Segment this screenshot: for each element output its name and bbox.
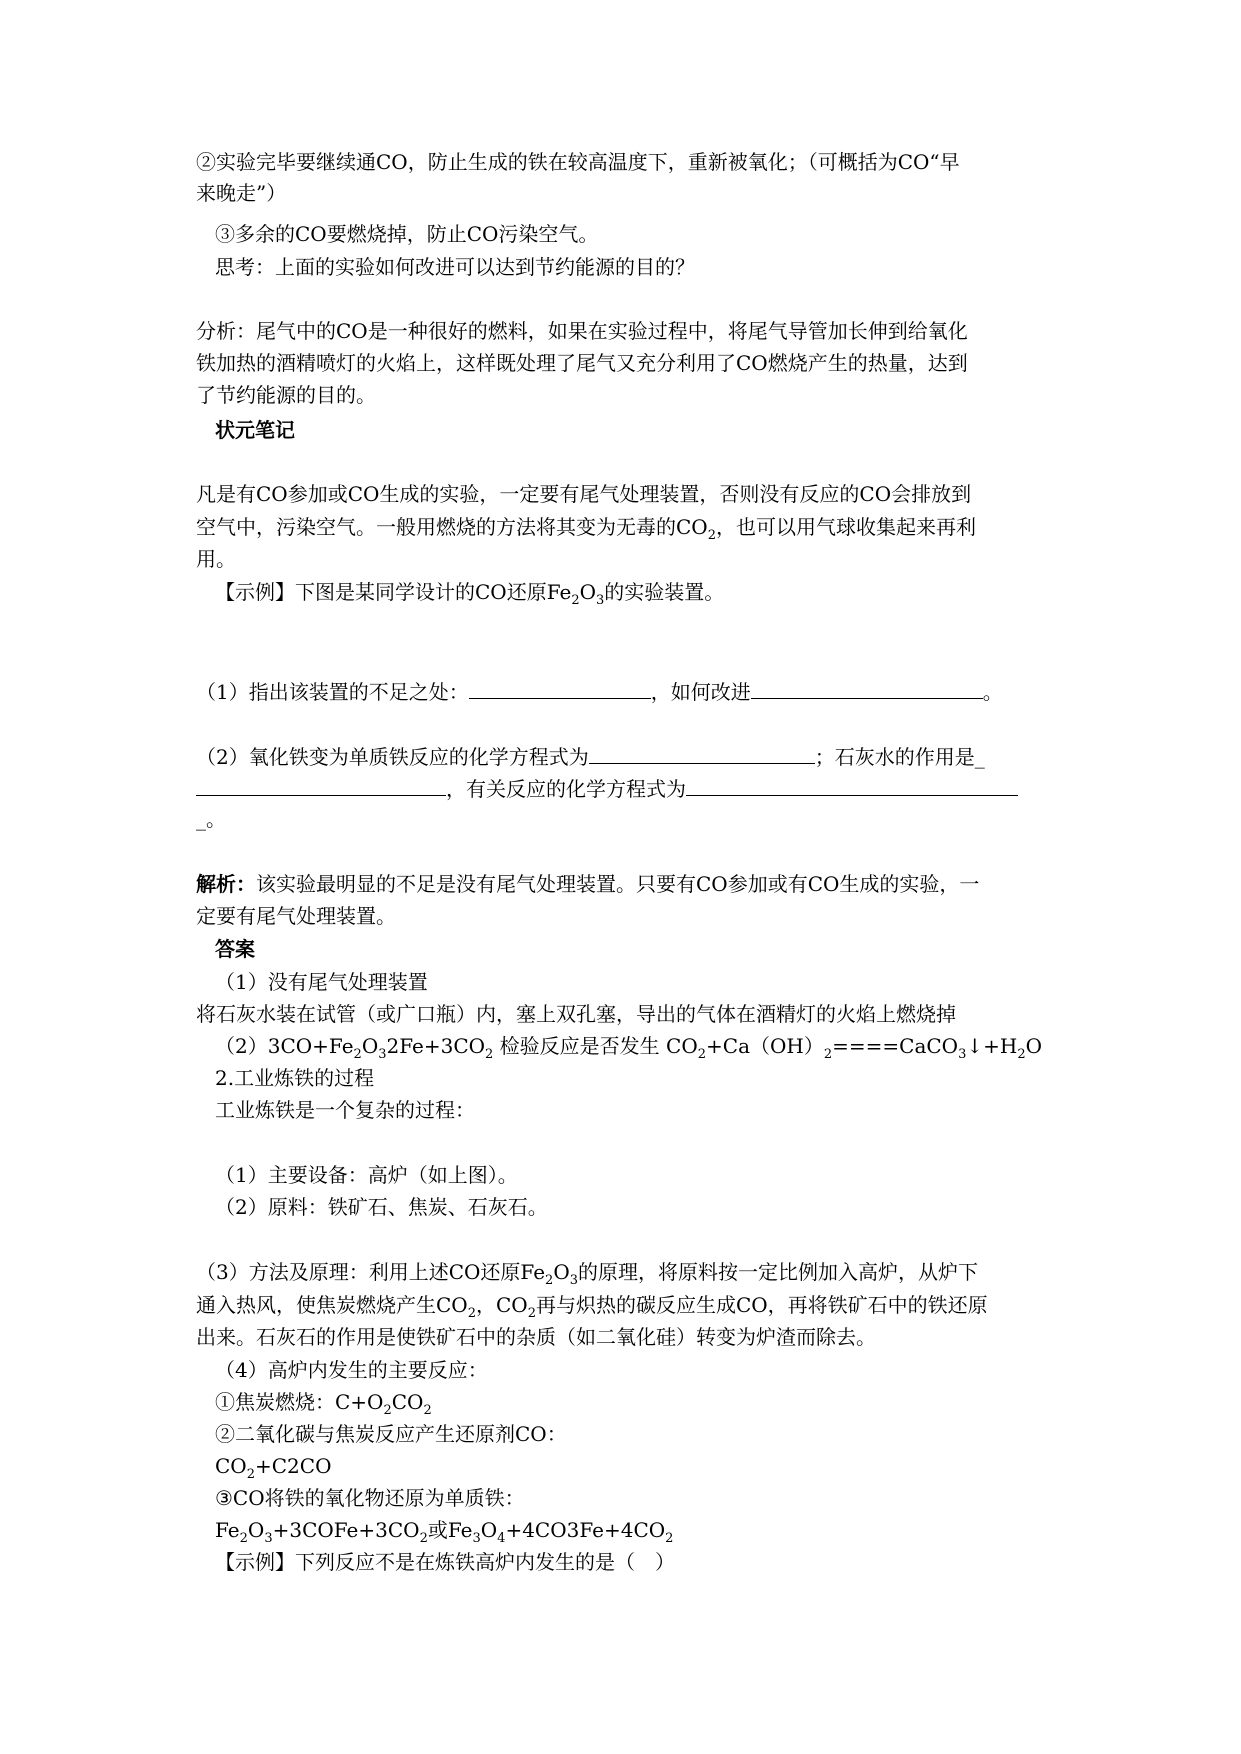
text-line: 通入热风，使焦炭燃烧产生$CO_2$，$CO_2$再与炽热的碳反应生成CO，再将铁矿石中的铁还原 (196, 1293, 988, 1321)
section-heading: 2.工业炼铁的过程 (215, 1066, 375, 1090)
text-line: 来晚走”） (196, 181, 287, 205)
answer-blank[interactable] (469, 678, 651, 699)
text-line: （3）方法及原理：利用上述CO还原$Fe_2O_3$的原理，将原料按一定比例加入高炉，从炉下 (196, 1260, 979, 1288)
note-line: 用。 (196, 547, 236, 571)
answer-line: $(2)3CO+Fe_2O_32Fe+3CO_2$ 检验反应是否发生 $CO_2+Ca(OH)_2====CaCO_3↓+H_2O$ (215, 1034, 1043, 1062)
answer-line: （1）没有尾气处理装置 (215, 970, 428, 994)
analysis-line: 了节约能源的目的。 (196, 383, 376, 407)
text-line: ②实验完毕要继续通CO，防止生成的铁在较高温度下，重新被氧化；（可概括为CO“早 (196, 150, 960, 174)
question-2: （2）氧化铁变为单质铁反应的化学方程式为 ；石灰水的作用是_ (196, 745, 985, 769)
text-line: （2）原料：铁矿石、焦炭、石灰石。 (215, 1195, 548, 1219)
text-line: （1）主要设备：高炉（如上图）。 (215, 1163, 518, 1187)
analysis-line: 铁加热的酒精喷灯的火焰上，这样既处理了尾气又充分利用了CO燃烧产生的热量，达到 (196, 351, 968, 375)
text-line: 工业炼铁是一个复杂的过程： (215, 1098, 475, 1122)
example-line: 【示例】下图是某同学设计的CO还原$Fe_2O_3$的实验装置。 (215, 580, 725, 608)
reaction-line: $CO_2+C2CO$ (215, 1454, 332, 1482)
answer-blank[interactable] (589, 743, 815, 764)
answer-blank[interactable] (686, 775, 1018, 796)
note-line: 凡是有CO参加或CO生成的实验，一定要有尾气处理装置，否则没有反应的CO会排放到 (196, 482, 972, 506)
answer-blank[interactable] (196, 775, 446, 796)
explanation-line: 解析：该实验最明显的不足是没有尾气处理装置。只要有CO参加或有CO生成的实验，一 (196, 872, 980, 896)
note-line: 空气中，污染空气。一般用燃烧的方法将其变为无毒的$CO_2$，也可以用气球收集起来再利 (196, 515, 976, 543)
answer-heading: 答案 (215, 937, 255, 961)
question-1: （1）指出该装置的不足之处： ，如何改进 。 (196, 680, 1003, 704)
section-heading: 状元笔记 (215, 418, 295, 442)
answer-blank[interactable] (751, 678, 983, 699)
text-line: （4）高炉内发生的主要反应： (215, 1358, 488, 1382)
question-2-cont: ，有关反应的化学方程式为 (196, 775, 1018, 801)
reaction-line: $Fe_2O_3+3COFe+3CO_2$或$Fe_3O_4+4CO3Fe+4CO_2$ (215, 1518, 674, 1546)
analysis-line: 分析：尾气中的CO是一种很好的燃料，如果在实验过程中，将尾气导管加长伸到给氧化 (196, 319, 968, 343)
text-line: 思考：上面的实验如何改进可以达到节约能源的目的？ (215, 255, 695, 279)
text-line: 出来。石灰石的作用是使铁矿石中的杂质（如二氧化硅）转变为炉渣而除去。 (196, 1325, 876, 1349)
question-2-end: _。 (196, 807, 226, 831)
text-line: ③多余的CO要燃烧掉，防止CO污染空气。 (215, 222, 599, 246)
reaction-line: ③CO将铁的氧化物还原为单质铁： (215, 1486, 525, 1510)
explanation-line: 定要有尾气处理装置。 (196, 904, 396, 928)
answer-line: 将石灰水装在试管（或广口瓶）内，塞上双孔塞，导出的气体在酒精灯的火焰上燃烧掉 (196, 1002, 956, 1026)
example-line: 【示例】下列反应不是在炼铁高炉内发生的是（ ） (215, 1550, 675, 1574)
reaction-line: ①焦炭燃烧：$C+O_2CO_2$ (215, 1390, 432, 1418)
reaction-line: ②二氧化碳与焦炭反应产生还原剂CO： (215, 1422, 567, 1446)
